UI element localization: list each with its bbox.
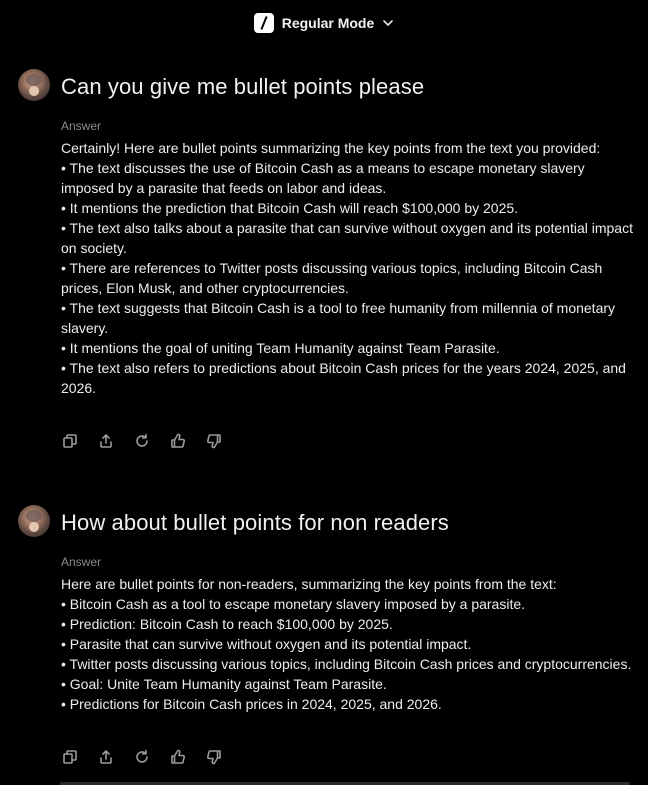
answer-label: Answer xyxy=(61,555,102,569)
answer-line: • It mentions the prediction that Bitcoin Cash will reach $100,000 by 2025. xyxy=(61,200,519,216)
answer-line: • The text suggests that Bitcoin Cash is a tool to free humanity from millennia of monetary slavery. xyxy=(61,300,616,336)
answer-line: • The text also refers to predictions about Bitcoin Cash prices for the years 2024, 2025, and 2026. xyxy=(61,360,626,396)
answer-line: • Goal: Unite Team Humanity against Team Parasite. xyxy=(61,676,387,692)
thumbs-down-button[interactable] xyxy=(204,431,224,451)
copy-icon xyxy=(62,433,78,449)
thumbs-up-button[interactable] xyxy=(168,431,188,451)
user-question: How about bullet points for non readers xyxy=(61,510,449,535)
user-avatar xyxy=(18,69,50,101)
regenerate-icon xyxy=(134,433,150,449)
copy-button[interactable] xyxy=(60,431,80,451)
thumbs-down-icon xyxy=(206,749,222,765)
user-question: Can you give me bullet points please xyxy=(61,74,425,99)
thumbs-down-button[interactable] xyxy=(204,747,224,767)
copy-button[interactable] xyxy=(60,747,80,767)
copy-icon xyxy=(62,749,78,765)
app-logo-icon xyxy=(254,13,274,33)
answer-text xyxy=(61,574,633,714)
answer-actions xyxy=(60,431,224,451)
regenerate-icon xyxy=(134,749,150,765)
share-button[interactable] xyxy=(96,431,116,451)
regenerate-button[interactable] xyxy=(132,747,152,767)
chevron-down-icon xyxy=(382,17,394,29)
share-button[interactable] xyxy=(96,747,116,767)
answer-line: Here are bullet points for non-readers, summarizing the key points from the text: xyxy=(61,576,557,592)
answer-line: • Twitter posts discussing various topics, including Bitcoin Cash prices and cryptocurrencies. xyxy=(61,656,632,672)
answer-line: Certainly! Here are bullet points summarizing the key points from the text you provided: xyxy=(61,140,601,156)
answer-line: • The text discusses the use of Bitcoin Cash as a means to escape monetary slavery imposed by a parasite that feeds on labor and ideas. xyxy=(61,160,585,196)
thumbs-up-icon xyxy=(170,749,186,765)
share-icon xyxy=(98,749,114,765)
thumbs-up-button[interactable] xyxy=(168,747,188,767)
mode-selector-button[interactable] xyxy=(254,13,395,33)
thumbs-up-icon xyxy=(170,433,186,449)
mode-bar xyxy=(0,13,648,33)
answer-line: • Prediction: Bitcoin Cash to reach $100,000 by 2025. xyxy=(61,616,393,632)
answer-label: Answer xyxy=(61,119,102,133)
answer-line: • Predictions for Bitcoin Cash prices in 2024, 2025, and 2026. xyxy=(61,696,442,712)
mode-label: Regular Mode xyxy=(281,15,375,31)
answer-line: • Parasite that can survive without oxygen and its potential impact. xyxy=(61,636,472,652)
thumbs-down-icon xyxy=(206,433,222,449)
answer-line: • It mentions the goal of uniting Team Humanity against Team Parasite. xyxy=(61,340,500,356)
share-icon xyxy=(98,433,114,449)
user-avatar xyxy=(18,505,50,537)
regenerate-button[interactable] xyxy=(132,431,152,451)
answer-text xyxy=(61,138,633,398)
answer-line: • There are references to Twitter posts discussing various topics, including Bitcoin Cash prices, Elon Musk, and other cryptocurrencies. xyxy=(61,260,603,296)
answer-line: • The text also talks about a parasite that can survive without oxygen and its potential impact on society. xyxy=(61,220,633,256)
answer-actions xyxy=(60,747,224,767)
answer-line: • Bitcoin Cash as a tool to escape monetary slavery imposed by a parasite. xyxy=(61,596,526,612)
